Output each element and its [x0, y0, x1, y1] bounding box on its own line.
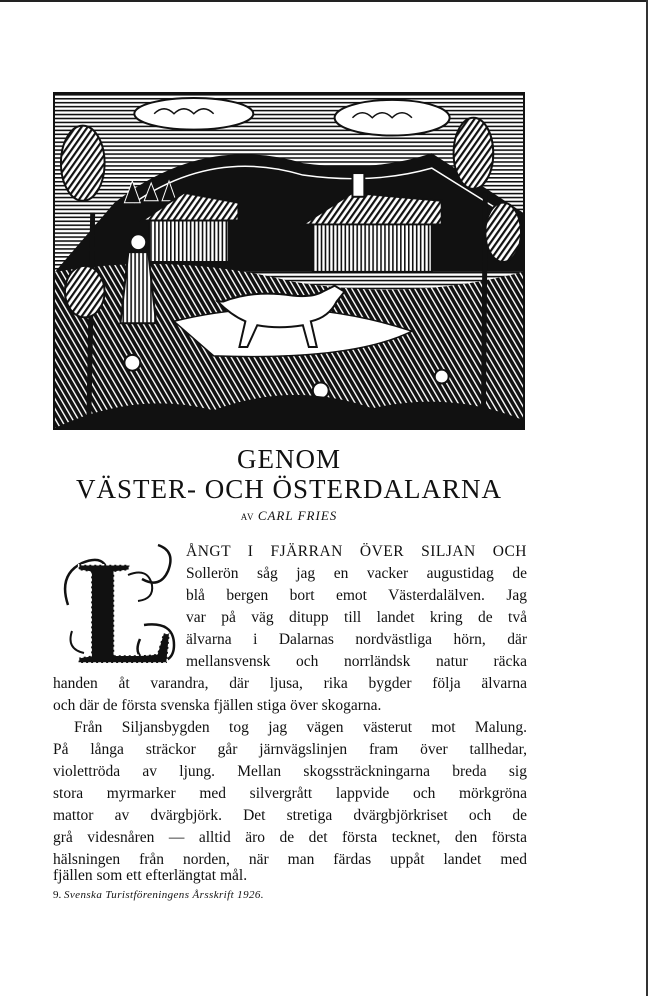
- body-line-1: ÅNGT I FJÄRRAN ÖVER SILJAN OCH: [186, 543, 527, 560]
- body-line-16: fjällen som ett efterlängtat mål.: [53, 867, 248, 884]
- body-line-9: Från Siljansbygden tog jag vägen västerut mot Malung.: [74, 719, 527, 736]
- woodcut-illustration: [53, 92, 525, 430]
- body-line-15: hälsningen från norden, när man färdas uppåt landet med: [53, 851, 527, 868]
- body-line-14: grå videsnåren — alltid äro de det första tecknet, den första: [53, 829, 527, 846]
- author-name: CARL FRIES: [257, 508, 338, 523]
- drop-cap-letter: L: [76, 535, 177, 669]
- top-border: [0, 0, 648, 2]
- byline-prefix: AV: [240, 512, 255, 522]
- body-line-6: mellansvensk och norrländsk natur räcka: [186, 653, 527, 670]
- body-line-3: blå bergen bort emot Västerdalälven. Jag: [186, 587, 527, 604]
- body-line-11: violettröda av ljung. Mellan skogssträckningarna breda sig: [53, 763, 527, 780]
- article-title-line-2: VÄSTER- OCH ÖSTERDALARNA: [75, 474, 502, 504]
- footer-source: Svenska Turistföreningens Årsskrift 1926.: [64, 889, 264, 901]
- body-line-7: handen åt varandra, där ljusa, rika bygder följa älvarna: [53, 675, 527, 692]
- page-footer: [53, 888, 264, 902]
- body-line-8: och där de första svenska fjällen stiga över skogarna.: [53, 697, 382, 714]
- body-line-5: älvarna i Dalarnas nordvästliga hörn, där: [186, 631, 527, 648]
- body-line-13: mattor av dvärgbjörk. Det stretiga dvärgbjörkriset och de: [53, 807, 527, 824]
- byline: [53, 508, 525, 525]
- drop-cap: [58, 535, 182, 669]
- body-line-10: På långa sträckor går järnvägslinjen fram över tallhedar,: [53, 741, 527, 758]
- footer-page-marker: 9.: [53, 889, 62, 901]
- article-title-line-1: GENOM: [237, 444, 341, 474]
- body-line-4: var på väg ditupp till landet kring de två: [186, 609, 527, 626]
- body-line-12: stora myrmarker med silvergrått lappvide och mörkgröna: [53, 785, 527, 802]
- body-line-2: Sollerön såg jag en vacker augustidag de: [186, 565, 527, 582]
